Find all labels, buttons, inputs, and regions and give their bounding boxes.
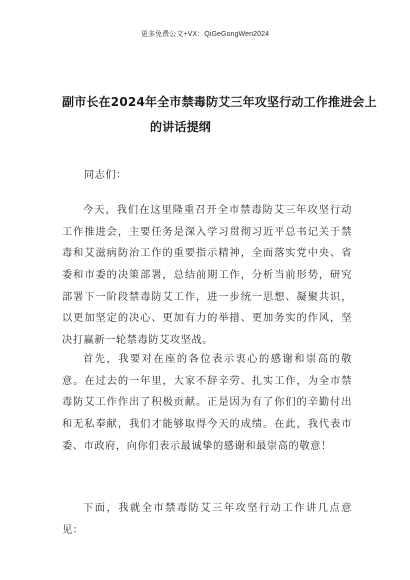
paragraph-opening: 今天，我们在这里隆重召开全市禁毒防艾三年攻坚行动工作推进会，主要任务是深入学习贯彻习近平总书记关于禁毒和艾滋病防治工作的重要指示精神，全面落实党中央、省委和市委的决策部署，总结前期工作，分析当前形势，研究部署下一阶段禁毒防艾工作，进一步统一思想、凝聚共识，以更加坚定的决心、更加有力的举措、更加务实的作风，坚决打赢新一轮禁毒防艾攻坚战。 [62, 205, 352, 346]
document-title-line-2: 的讲话提纲 [150, 120, 212, 134]
header-note: 更多免费公文+VX：QiGeGongWen2024 [140, 31, 270, 38]
greeting: 同志们： [84, 170, 127, 181]
document-title-line-1: 副市长在2024年全市禁毒防艾三年攻坚行动工作推进会上 [62, 95, 377, 109]
paragraph-transition: 下面，我就全市禁毒防艾三年攻坚行动工作讲几点意见： [62, 503, 352, 536]
paragraph-thanks: 首先，我要对在座的各位表示衷心的感谢和崇高的敬意。在过去的一年里，大家不辞辛劳、扎实工作，为全市禁毒防艾工作作出了积极贡献。正是因为有了你们的辛勤付出和无私奉献，我们才能够取得今天的成绩。在此，我代表市委、市政府，向你们表示最诚挚的感谢和最崇高的敬意！ [62, 354, 352, 452]
